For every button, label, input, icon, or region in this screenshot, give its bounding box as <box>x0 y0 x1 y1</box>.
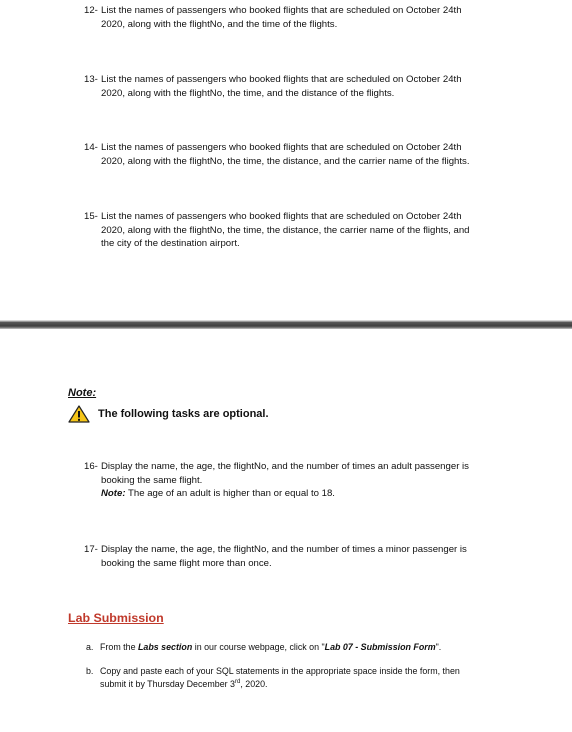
item-text-line2 <box>100 678 512 691</box>
item-text: From the <box>100 642 138 652</box>
submission-item-b <box>86 665 512 690</box>
question-15 <box>84 210 512 251</box>
question-number: 15- <box>84 211 98 222</box>
subnote-text: The age of an adult is higher than or equal to 18. <box>125 488 335 500</box>
item-text: Copy and paste each of your SQL statements in the appropriate space inside the form, then <box>100 666 460 676</box>
labs-section-link[interactable]: Labs section <box>137 642 193 652</box>
optional-callout <box>68 405 269 423</box>
note-title: Note: <box>68 387 97 399</box>
warning-icon <box>68 405 90 423</box>
question-16 <box>84 460 512 501</box>
page-1 <box>0 0 572 320</box>
submission-item-a <box>86 641 512 654</box>
question-number: 17- <box>84 544 98 555</box>
list-marker: b. <box>86 666 94 676</box>
question-text-line: List the names of passengers who booked flights that are scheduled on October 24th <box>101 142 462 153</box>
list-marker: a. <box>86 642 94 652</box>
question-text-line: List the names of passengers who booked flights that are scheduled on October 24th <box>101 5 462 16</box>
question-text-line: booking the same flight. <box>101 474 203 486</box>
question-text-line: 2020, along with the flightNo, and the time of the flights. <box>101 18 338 30</box>
item-text: ". <box>435 642 442 652</box>
item-text: , 2020. <box>240 678 268 689</box>
question-number: 12- <box>84 5 98 16</box>
item-text: in our course webpage, click on " <box>192 642 325 652</box>
subnote-label: Note: <box>101 488 126 500</box>
submission-form-link[interactable]: Lab 07 - Submission Form <box>324 642 436 652</box>
question-subnote <box>101 487 512 501</box>
item-text: submit it by Thursday December 3 <box>100 678 235 689</box>
question-text-line: 2020, along with the flightNo, the time, and the distance of the flights. <box>101 87 395 99</box>
question-text-line: List the names of passengers who booked flights that are scheduled on October 24th <box>101 74 462 85</box>
lab-submission-title: Lab Submission <box>68 611 164 625</box>
question-text-line: Display the name, the age, the flightNo, and the number of times a minor passenger is <box>101 544 467 555</box>
question-14 <box>84 141 512 168</box>
question-text-line: booking the same flight more than once. <box>101 557 272 569</box>
question-text-line: List the names of passengers who booked flights that are scheduled on October 24th <box>101 211 462 222</box>
question-text-line: Display the name, the age, the flightNo, and the number of times an adult passenger is <box>101 461 469 472</box>
question-12 <box>84 4 512 31</box>
question-number: 14- <box>84 142 98 153</box>
optional-text: The following tasks are optional. <box>98 408 269 420</box>
question-text-line: the city of the destination airport. <box>101 238 240 250</box>
page-separator <box>0 320 572 329</box>
question-text-line: 2020, along with the flightNo, the time, the distance, and the carrier name of the flights. <box>101 155 470 167</box>
question-number: 13- <box>84 74 98 85</box>
question-17 <box>84 543 512 570</box>
question-text-line: 2020, along with the flightNo, the time, the distance, the carrier name of the flights, and <box>101 224 470 236</box>
question-number: 16- <box>84 461 98 472</box>
question-13 <box>84 73 512 100</box>
ordinal-suffix: rd <box>235 678 241 685</box>
